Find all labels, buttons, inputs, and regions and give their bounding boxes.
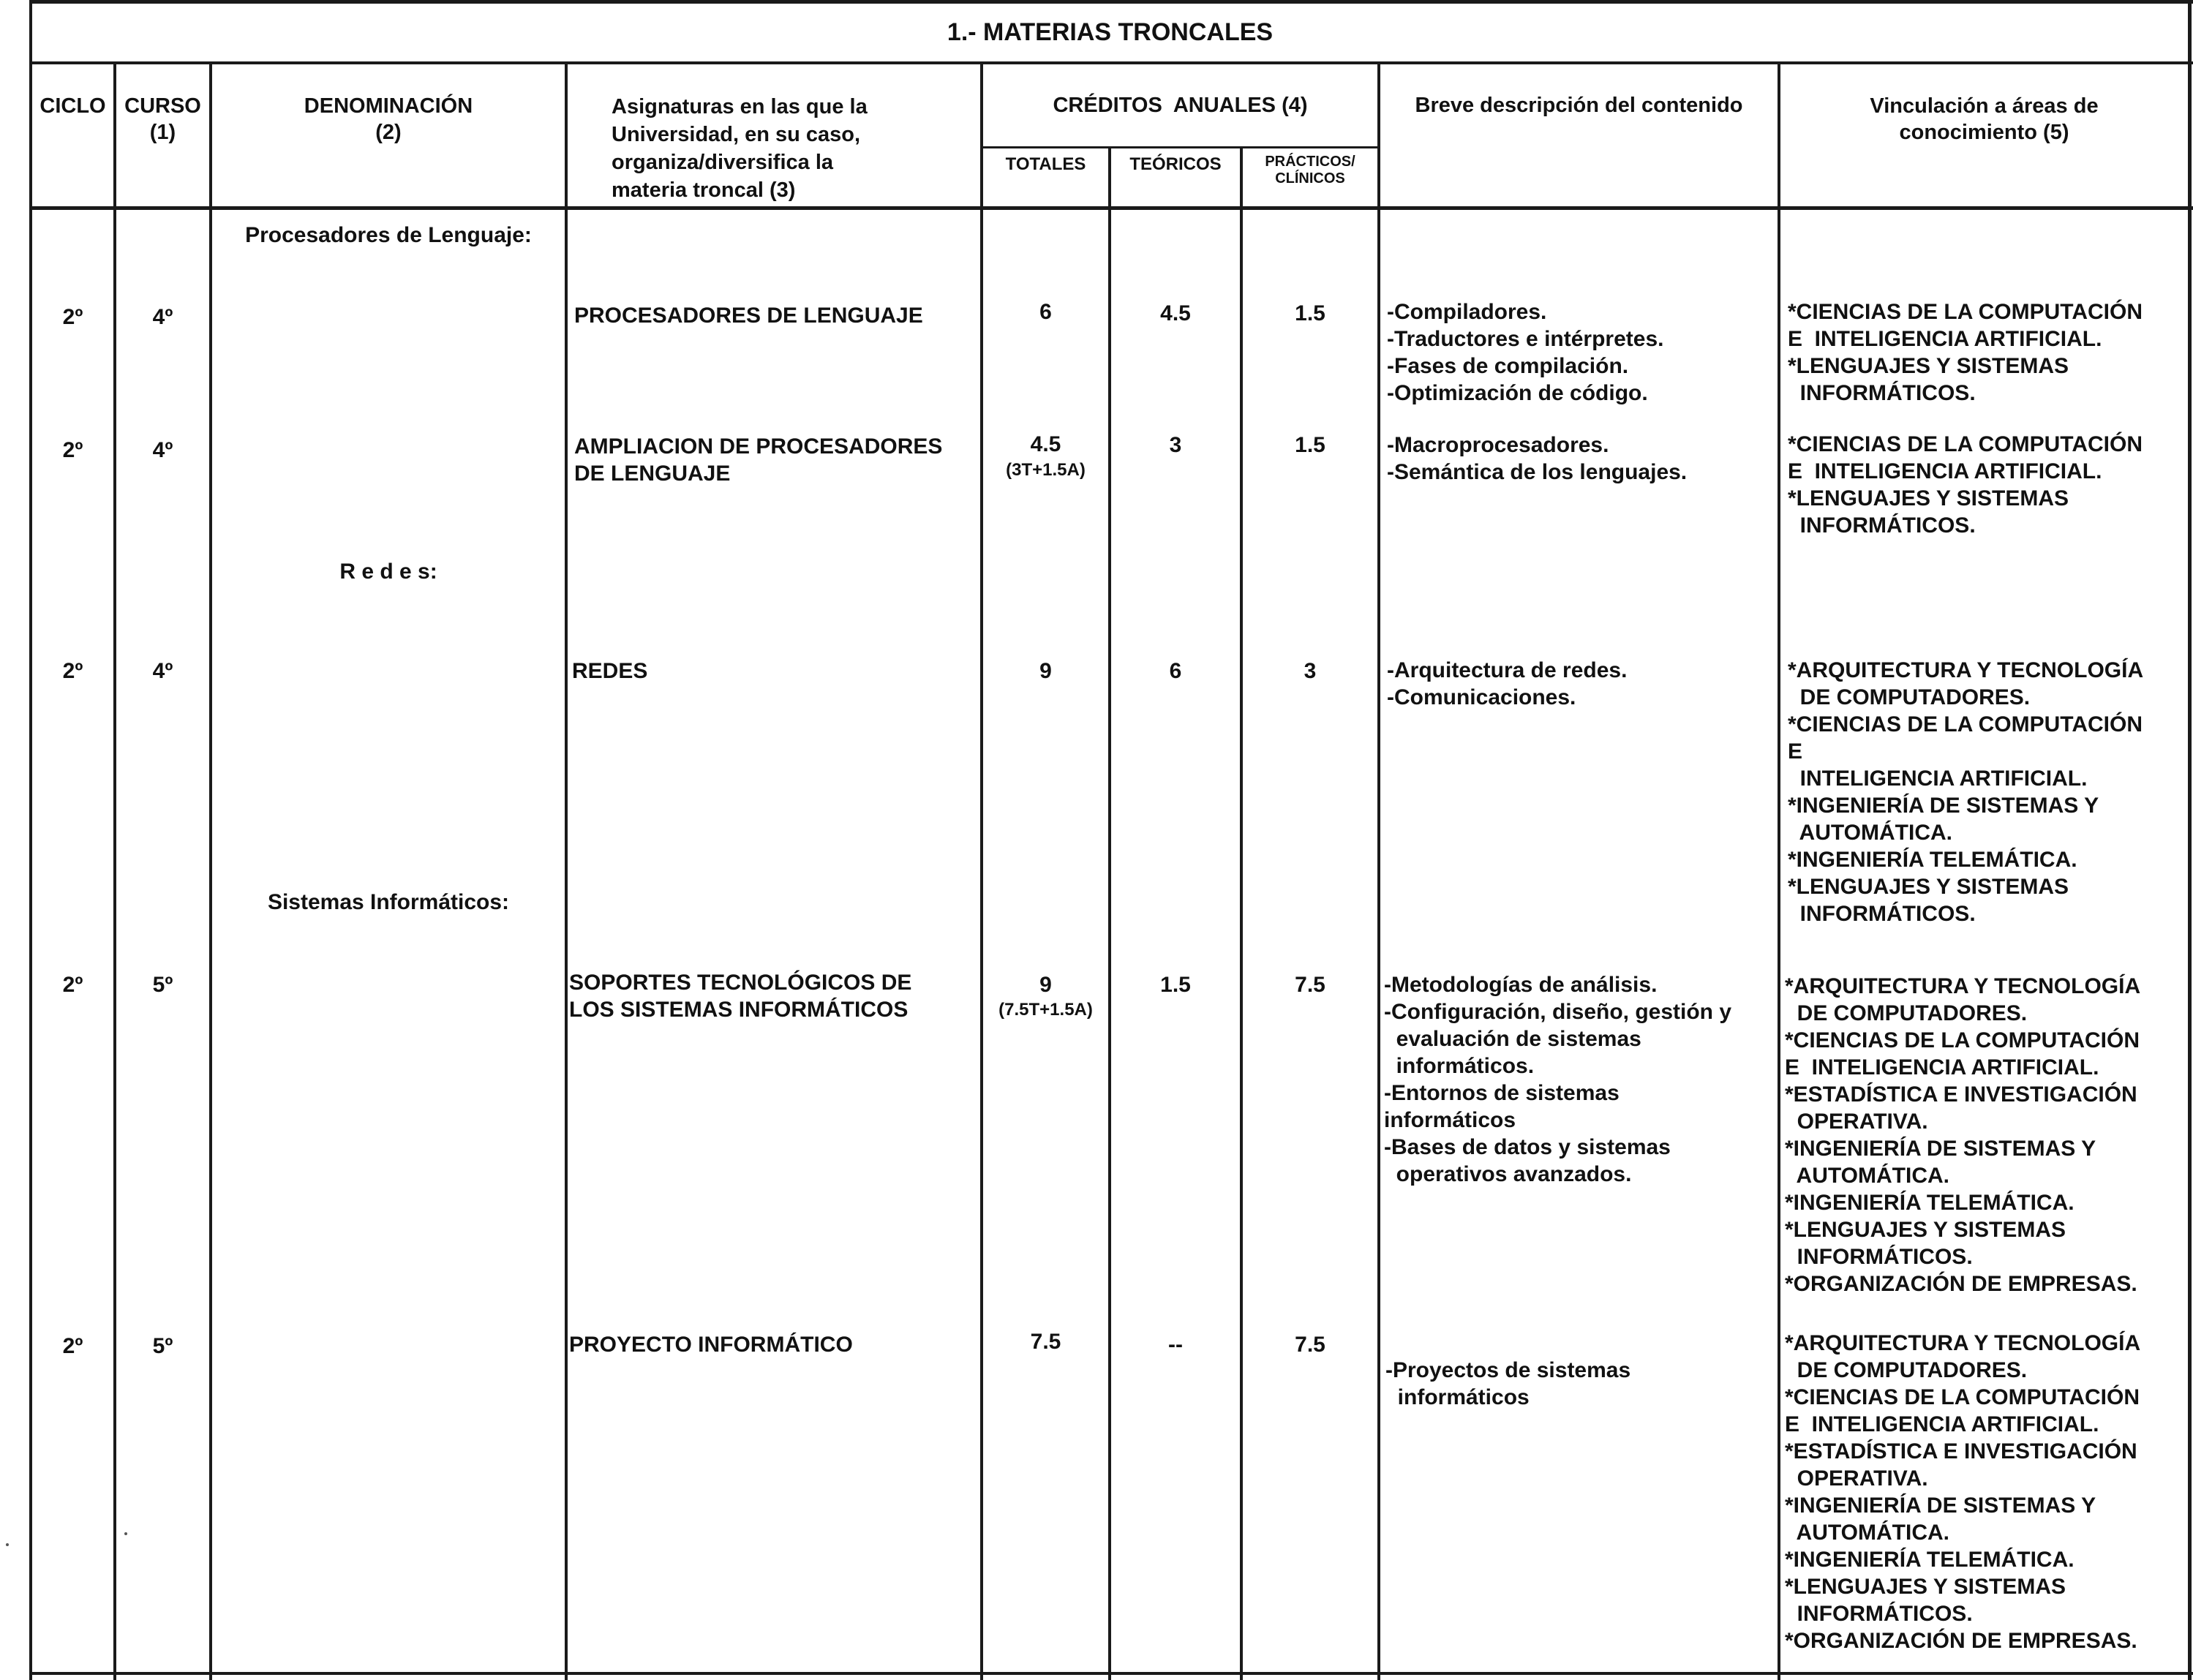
- cell-totales: 6: [1039, 300, 1052, 324]
- col-line-totales: [1108, 146, 1111, 1680]
- group-label: R e d e s:: [339, 560, 437, 584]
- col-line-descripcion: [1778, 63, 1780, 1680]
- cell-ciclo: 2º: [62, 973, 83, 997]
- header-practicos: PRÁCTICOS/ CLÍNICOS: [1265, 154, 1355, 187]
- col-line-teoricos: [1240, 146, 1243, 1680]
- cell-vinculacion: *CIENCIAS DE LA COMPUTACIÓN E INTELIGENCIA ARTIFICIAL. *LENGUAJES Y SISTEMAS INFORMÁTICOS.: [1788, 432, 2143, 538]
- cell-ciclo: 2º: [62, 659, 83, 683]
- cell-practicos: 7.5: [1295, 973, 1325, 997]
- header-curso: CURSO (1): [124, 94, 201, 144]
- cell-asignatura: SOPORTES TECNOLÓGICOS DE LOS SISTEMAS INFORMÁTICOS: [569, 971, 912, 1022]
- cell-teoricos: 4.5: [1160, 301, 1191, 325]
- header-totales: TOTALES: [1005, 154, 1086, 174]
- cell-curso: 4º: [152, 659, 173, 683]
- cell-descripcion: -Macroprocesadores. -Semántica de los lenguajes.: [1387, 433, 1688, 484]
- cell-teoricos: --: [1168, 1333, 1183, 1357]
- cell-practicos: 1.5: [1295, 433, 1325, 457]
- col-line-left: [29, 0, 32, 1680]
- cell-ciclo: 2º: [62, 305, 83, 329]
- cell-vinculacion: *CIENCIAS DE LA COMPUTACIÓN E INTELIGENCIA ARTIFICIAL. *LENGUAJES Y SISTEMAS INFORMÁTICOS.: [1788, 300, 2143, 405]
- header-teoricos: TEÓRICOS: [1129, 154, 1222, 174]
- table-border-top: [29, 0, 2193, 4]
- cell-practicos: 3: [1304, 659, 1317, 683]
- cell-curso: 4º: [152, 438, 173, 462]
- cell-asignatura: PROYECTO INFORMÁTICO: [569, 1333, 853, 1357]
- cell-vinculacion: *ARQUITECTURA Y TECNOLOGÍA DE COMPUTADORES. *CIENCIAS DE LA COMPUTACIÓN E INTELIGENCIA ARTIFICIAL. *ESTADÍSTICA E INVESTIGACIÓN OPERATIVA. *INGENIERÍA DE SISTEMAS Y AUTOMÁTICA. *INGENIERÍA TELEMÁTICA. *LENGUAJES Y SISTEMAS INFORMÁTICOS. *ORGANIZACIÓN DE EMPRESAS.: [1785, 974, 2141, 1296]
- cell-practicos: 7.5: [1295, 1333, 1325, 1357]
- group-label: Sistemas Informáticos:: [267, 890, 510, 914]
- cell-vinculacion: *ARQUITECTURA Y TECNOLOGÍA DE COMPUTADORES. *CIENCIAS DE LA COMPUTACIÓN E INTELIGENCIA ARTIFICIAL. *ESTADÍSTICA E INVESTIGACIÓN OPERATIVA. *INGENIERÍA DE SISTEMAS Y AUTOMÁTICA. *INGENIERÍA TELEMÁTICA. *LENGUAJES Y SISTEMAS INFORMÁTICOS. *ORGANIZACIÓN DE EMPRESAS.: [1785, 1331, 2141, 1653]
- document-title: 1.- MATERIAS TRONCALES: [947, 18, 1274, 46]
- cell-curso: 5º: [152, 1334, 173, 1358]
- header-descripcion: Breve descripción del contenido: [1415, 94, 1743, 117]
- col-line-curso: [209, 63, 212, 1680]
- group-label: Procesadores de Lenguaje:: [245, 223, 532, 247]
- header-vinculacion: Vinculación a áreas de conocimiento (5): [1870, 94, 2099, 144]
- cell-descripcion: -Proyectos de sistemas informáticos: [1385, 1358, 1631, 1409]
- table-border-bottom: [29, 1672, 2193, 1675]
- cell-totales: 9: [1039, 659, 1052, 683]
- cell-descripcion: -Arquitectura de redes. -Comunicaciones.: [1387, 658, 1628, 709]
- cell-asignatura: REDES: [572, 659, 648, 683]
- cell-asignatura: AMPLIACION DE PROCESADORES DE LENGUAJE: [574, 434, 943, 486]
- cell-teoricos: 6: [1169, 659, 1182, 683]
- cell-ciclo: 2º: [62, 438, 83, 462]
- cell-totales-note: (7.5T+1.5A): [998, 1000, 1093, 1020]
- header-creditos: CRÉDITOS ANUALES (4): [1053, 94, 1308, 117]
- col-line-denominacion: [565, 63, 568, 1680]
- scan-speck: [6, 1543, 9, 1546]
- cell-curso: 4º: [152, 305, 173, 329]
- header-denominacion: DENOMINACIÓN (2): [304, 94, 473, 144]
- col-line-creditos: [1377, 63, 1380, 1680]
- header-bottom-rule: [29, 206, 2193, 210]
- title-separator: [29, 61, 2193, 64]
- scan-speck: [124, 1532, 127, 1535]
- cell-totales: 7.5: [1030, 1330, 1061, 1354]
- cell-asignatura: PROCESADORES DE LENGUAJE: [574, 304, 923, 328]
- cell-descripcion: -Compiladores. -Traductores e intérpretes. -Fases de compilación. -Optimización de código.: [1387, 300, 1664, 405]
- cell-practicos: 1.5: [1295, 301, 1325, 325]
- cell-descripcion: -Metodologías de análisis. -Configuración, diseño, gestión y evaluación de sistemas informáticos. -Entornos de sistemas informáticos -Bases de datos y sistemas operativos avanzados.: [1384, 973, 1732, 1186]
- cell-vinculacion: *ARQUITECTURA Y TECNOLOGÍA DE COMPUTADORES. *CIENCIAS DE LA COMPUTACIÓN E INTELIGENCIA ARTIFICIAL. *INGENIERÍA DE SISTEMAS Y AUTOMÁTICA. *INGENIERÍA TELEMÁTICA. *LENGUAJES Y SISTEMAS INFORMÁTICOS.: [1788, 658, 2144, 926]
- cell-teoricos: 3: [1169, 433, 1182, 457]
- cell-curso: 5º: [152, 973, 173, 997]
- header-ciclo: CICLO: [40, 94, 106, 118]
- cell-totales: 9: [1039, 973, 1052, 997]
- cell-totales-note: (3T+1.5A): [1006, 460, 1086, 480]
- cell-ciclo: 2º: [62, 1334, 83, 1358]
- cell-totales: 4.5: [1030, 432, 1061, 456]
- header-asignaturas: Asignaturas en las que la Universidad, en su caso, organiza/diversifica la materia troncal (3): [612, 95, 868, 202]
- cell-teoricos: 1.5: [1160, 973, 1191, 997]
- col-line-right: [2188, 0, 2192, 1680]
- credits-sub-rule: [980, 146, 1379, 148]
